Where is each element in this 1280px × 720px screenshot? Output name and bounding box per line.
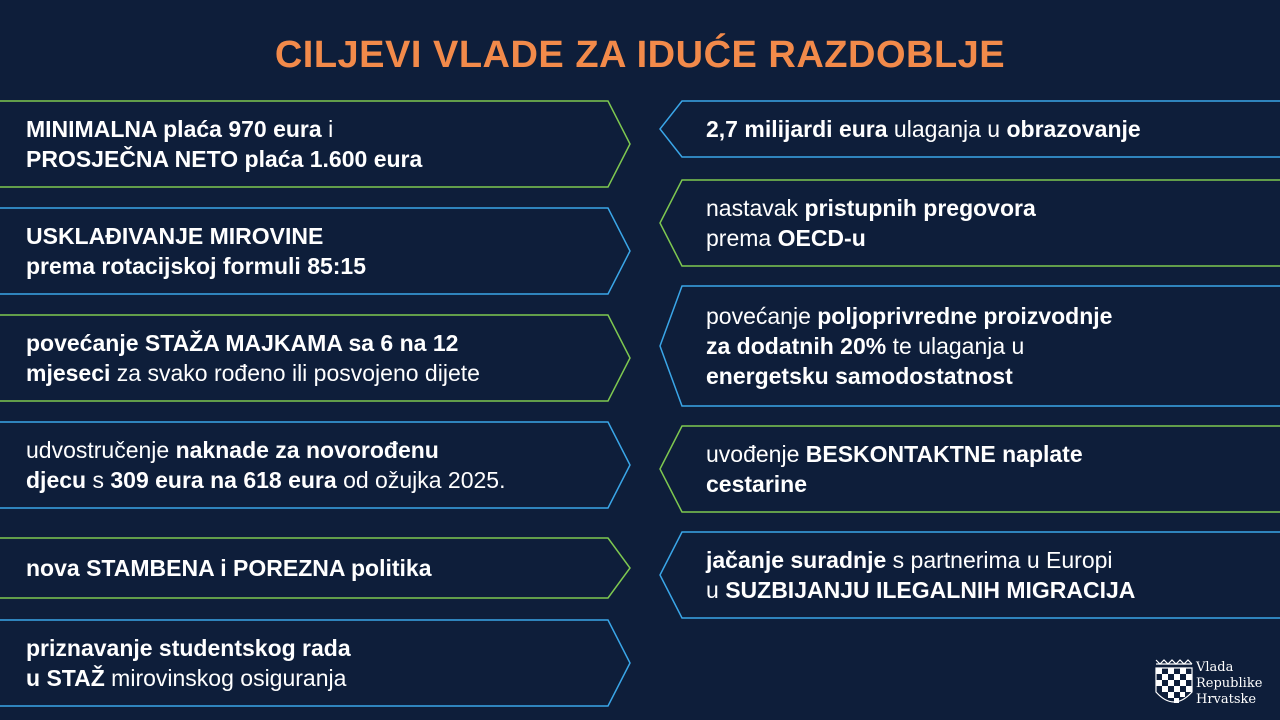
text-regular: mirovinskog osiguranja: [104, 665, 347, 691]
goal-card-right-text-line: [706, 575, 1135, 605]
text-regular: prema: [706, 225, 778, 251]
logo-line-3: Hrvatske: [1196, 692, 1257, 707]
text-bold: za dodatnih 20%: [706, 333, 887, 359]
text-bold: PROSJEČNA NETO plaća 1.600 eura: [26, 146, 423, 172]
text-bold: BESKONTAKTNE naplate: [805, 441, 1083, 467]
text-bold: jačanje suradnje: [706, 547, 887, 573]
text-bold: prema rotacijskoj formuli 85:15: [26, 253, 367, 279]
logo-line-1: Vlada: [1196, 660, 1234, 675]
text-bold: pristupnih pregovora: [804, 195, 1036, 221]
text-regular: s: [86, 467, 111, 493]
logo-text: [1196, 660, 1262, 708]
text-regular: te ulaganja u: [886, 333, 1025, 359]
text-regular: i: [321, 116, 334, 142]
page-title: CILJEVI VLADE ZA IDUĆE RAZDOBLJE: [274, 34, 1006, 76]
text-bold: povećanje STAŽA MAJKAMA sa 6 na 12: [26, 330, 459, 356]
text-bold: SUZBIJANJU ILEGALNIH MIGRACIJA: [725, 577, 1136, 603]
text-bold: cestarine: [706, 471, 808, 497]
goal-card-right-text: [706, 545, 1135, 605]
text-bold: MINIMALNA: [26, 116, 157, 142]
text-bold: 309 eura na 618 eura: [110, 467, 337, 493]
text-bold: djecu: [26, 467, 87, 493]
text-bold: nova STAMBENA i POREZNA politika: [26, 555, 432, 581]
text-regular: nastavak: [706, 195, 805, 221]
text-bold: priznavanje studentskog rada: [26, 635, 351, 661]
goal-card-right-text-line: [706, 545, 1135, 575]
text-regular: povećanje: [706, 303, 818, 329]
text-regular: od ožujka 2025.: [336, 467, 506, 493]
text-bold: obrazovanje: [1006, 116, 1141, 142]
text-bold: plaća 970 eura: [156, 116, 322, 142]
text-bold: energetsku samodostatnost: [706, 363, 1013, 389]
text-regular: udvostručenje: [26, 437, 176, 463]
text-bold: u STAŽ: [26, 665, 105, 691]
text-bold: poljoprivredne proizvodnje: [817, 303, 1113, 329]
text-bold: mjeseci: [26, 360, 111, 386]
text-regular: s partnerima u Europi: [886, 547, 1113, 573]
text-bold: USKLAĐIVANJE MIROVINE: [26, 223, 324, 249]
text-regular: ulaganja u: [887, 116, 1007, 142]
text-bold: OECD-u: [777, 225, 866, 251]
text-regular: za svako rođeno ili posvojeno dijete: [110, 360, 480, 386]
text-bold: naknade za novorođenu: [175, 437, 439, 463]
logo-line-2: Republike: [1196, 676, 1263, 691]
text-regular: u: [706, 577, 726, 603]
text-bold: 2,7 milijardi eura: [706, 116, 888, 142]
text-regular: uvođenje: [706, 441, 806, 467]
